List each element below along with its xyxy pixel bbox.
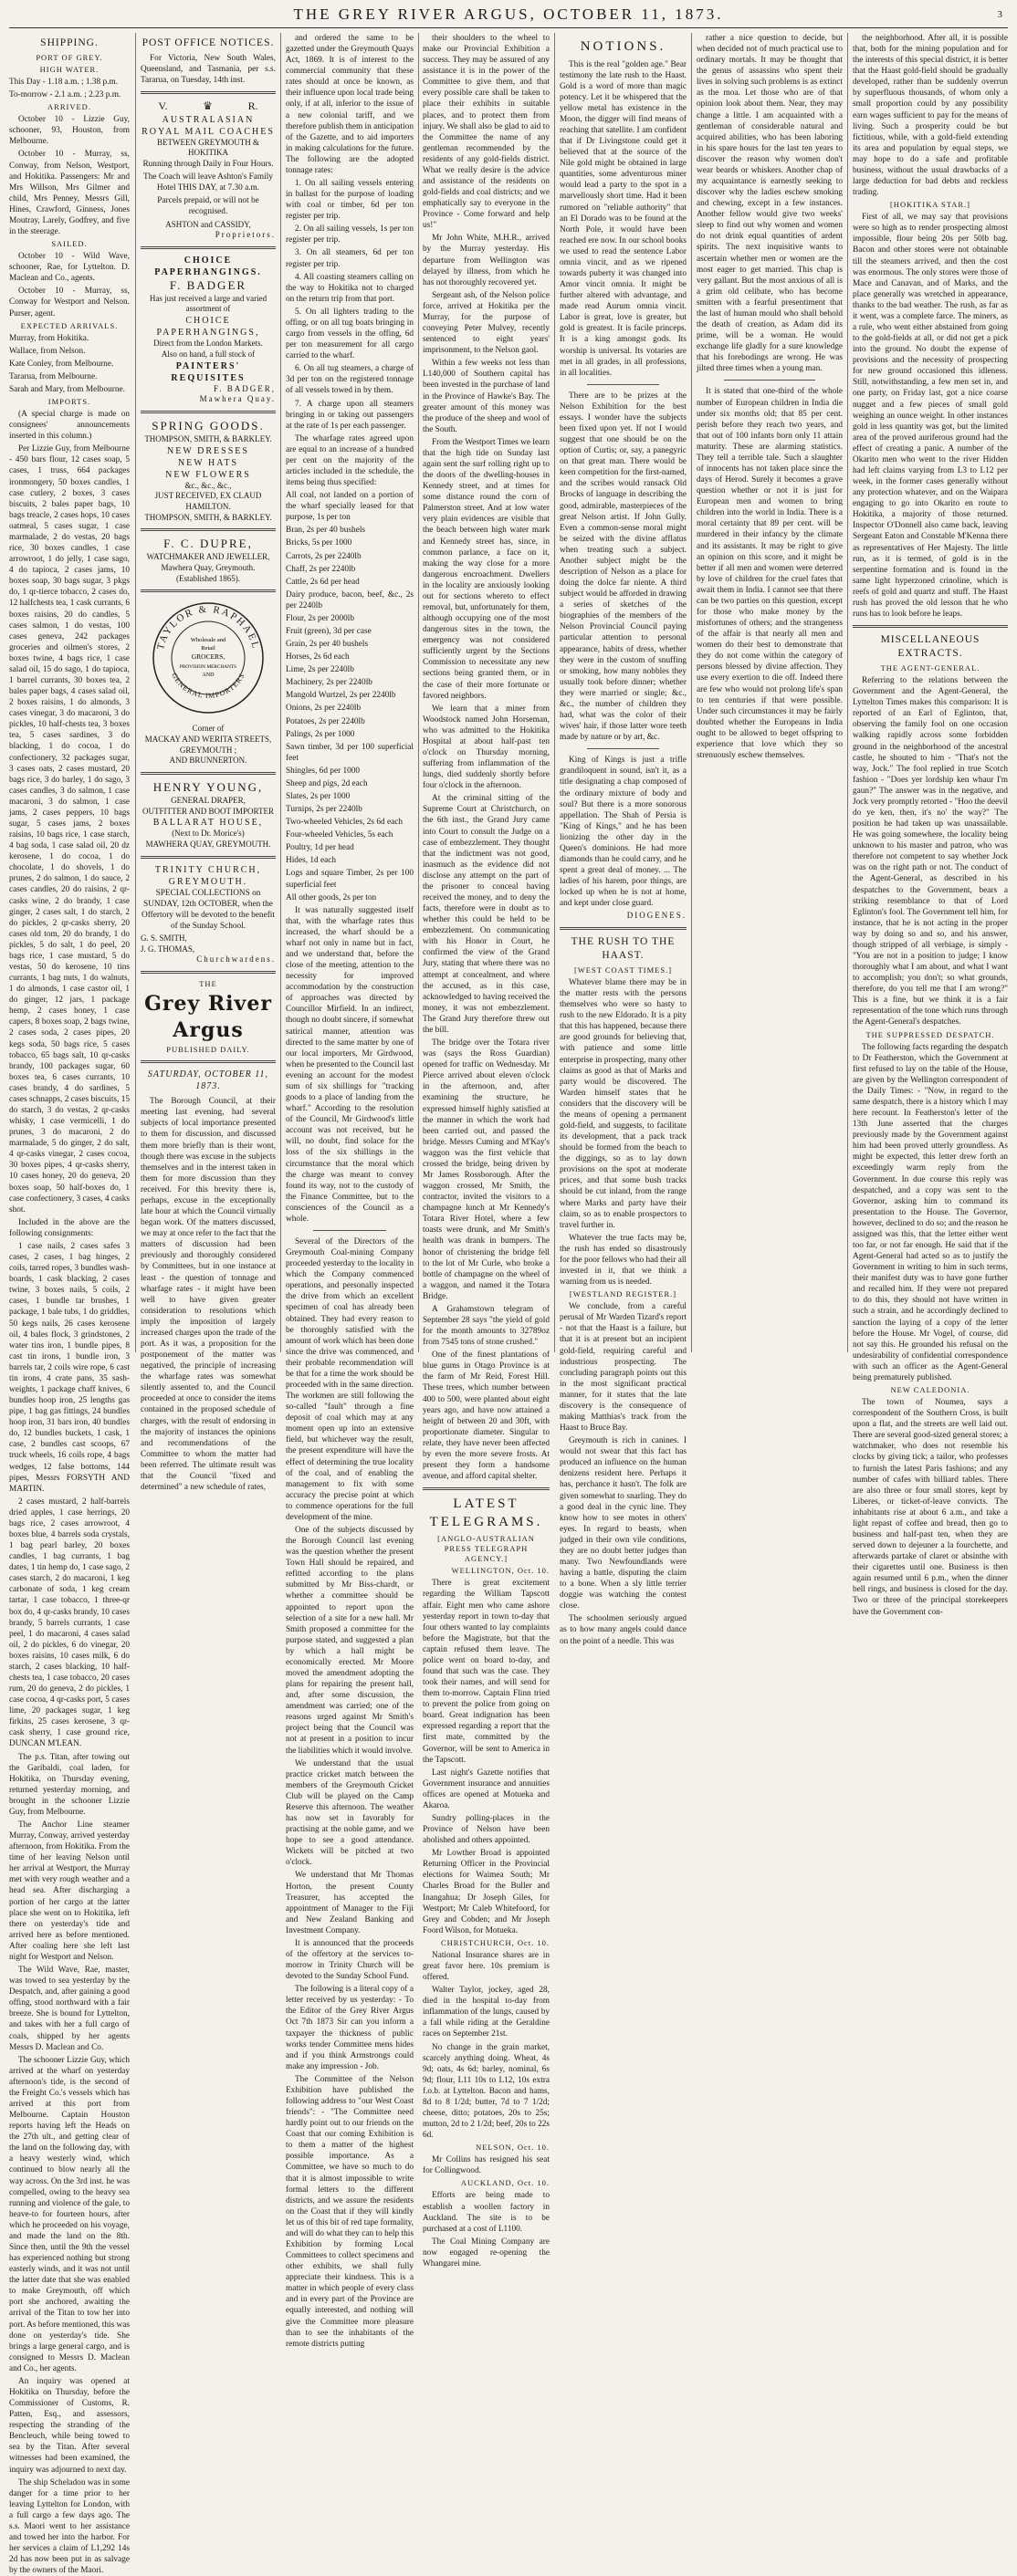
divider: [724, 380, 815, 381]
wharfage-rate: All coal, not landed on a portion of the wharf specially leased for that purpose, 1s per ton: [286, 491, 414, 523]
paper-ad-line: Also on hand, a full stock of: [161, 349, 256, 359]
haast-paragraph: We conclude, from a careful perusal of Mr Warden Tizard's report - not that the Haast is a failure, but that it is at present but an incipient gold-field, requiring careful and industrious prospecting. The concluding paragraph points out this in the most significant practical manner, for it states that the late discovery is the consequence of making Matthias's track from the Haast to Bruce Bay.: [560, 1302, 687, 1434]
imports-body: Per Lizzie Guy, from Melbourne - 450 bars flour, 12 cases soap, 5 cases, 1 truss, 664 packages ironmongery, 50 boxes candles, 1 case cutlery, 2 boxes, 3 cases biscuits, 2 bales paper bags, 10 bags treacle, 2 cases hops, 10 cases oatmeal, 5 cases sugar, 1 case marmalade, 2 do vestas, 20 bags rice, 30 boxes candles, 1 case arrowroot, 1 do jelly, 1 case sago, 4 do tapioca, 2 cases jams, 10 boxes soap, 30 bags sugar, 3 pkgs do, 1 qr-tierce tobacco, 2 cases do, 12 halfchests tea, 1 cask currants, 6 boxes raisins, 20 do candles, 5 cases salmon, 1 do vestas, 100 cases geneva, 242 packages groceries and oilmen's stores, 2 boxes twine, 4 bags rice, 1 case salad oil, 15 do sago, 1 do tapioca, 1 barrel currants, 30 boxes tea, 2 bales paper bags, 4 cases salad oil, 2 boxes raisins, 1 do almonds, 3 cases vinegar, 3 do macaroni, 3 do pickles, 10 half-chests tea, 3 boxes tea, 5 cases sardines, 3 do blacking, 1 do cocoa, 1 do confectionery, 32 packages sugar, 3 cases oats, 2 cases mustard, 20 bags rice, 3 do barley, 1 do sago, 3 cases candles, 3 do salmon, 1 case macaroni, 3 do salmon, 1 case jams, 2 cases peppers, 10 bags sugar, 5 cases jams, 2 boxes raisins, 10 bags rice, 1 case starch, 4 bag soda, 1 case salad oil, 20 dz kerosene, 1 do cocoa, 1 do chocolate, 1 do shovels, 1 do prunes, 2 do salmon, 1 do sauce, 2 cases candles, 20 do raisins, 2 qr-casks wine, 2 do brandy, 1 case ginger, 2 cases salt, 1 do starch, 2 do pickles, 2 qr-casks sherry, 20 cases old tom, 20 do brandy, 1 do pickles, 5 do salt, 1 do peel, 20 bags rice, 1 case mustard, 5 do vestas, 50 do kerosene, 10 tins currants, 1 bag nuts, 1 do walnuts, 1 do almonds, 1 case castor oil, 1 do ginger, 12 jars, 1 package hemp, 2 cases honey, 1 case capers, 8 boxes soap, 2 bags twine, 2 cases soda, 2 cases pipes, 20 kegs soda, 50 bags rice, 5 cases tobacco, 65 bags salt, 10 qr-casks brandy, 100 packages sugar, 60 boxes tea, 6 cases currants, 10 cases brandy, 4 do sardines, 5 cases schnapps, 2 cases biscuits, 15 do starch, 3 do vestas, 2 qr-casks whisky, 1 case vermicelli, 1 do prunes, 3 do macaroni, 2 do marmalade, 5 do ginger, 2 do salt, 4 qr-casks vinegar, 2 cases cocoa, 30 boxes pipes, 4 qr-casks sherry, 10 cases honey, 20 do geneva, 20 boxes soap, 50 half-boxes do, 1 case confectionery, 3 cases, 4 casks shot.: [9, 444, 130, 1215]
misc-subheading: THE AGENT-GENERAL.: [880, 662, 980, 673]
argus-published: PUBLISHED DAILY.: [166, 1045, 250, 1055]
column-rule: [418, 33, 419, 1352]
divider: [587, 384, 659, 385]
telegram-dateline: AUCKLAND, Oct. 10.: [460, 2178, 550, 2188]
dupre-ad-place: Mawhera Quay, Greymouth.: [161, 562, 256, 572]
column-advertisements: [141, 33, 276, 1492]
article-paragraph: One of the subjects discussed by the Borough Council last evening was the question whether the present Town Hall should be repaired, and refitted according to the plans submitted by Mr Biss-chardt, or whether a committee should be appointed to report upon the selection of a site for a new hall. Mr Smith proposed a committee for the purpose stated, and suggested a plan by which a hall might be economically erected. Mr Moore moved the amendment adopting the plans for repairing the present hall, and, after some discussion, the amendment was carried; one of the reasons urged against Mr Smith's project being that the Council was not at present in a position to incur the liabilities which it would involve.: [286, 1526, 414, 1756]
telegram-item: No change in the grain market, scarcely anything doing. Wheat, 4s 9d; oats, 4s 6d; barley, nominal, 6s 9d; flour, L11 10s to L12, 10s extra f.o.b. at Lyttelton. Bacon and hams, 8d to 8 1/2d; butter, 7d to 7 1/2d; cheese, ditto; potatoes, 20s to 25s; mutton, 2d to 2 1/2d; beef, 20s to 22s 6d.: [423, 2042, 550, 2141]
column-miscellaneous: [853, 33, 1008, 1617]
young-ad-name: HENRY YOUNG,: [152, 779, 264, 794]
wharfage-rate: Bran, 2s per 40 bushels: [286, 526, 366, 536]
telegram-item: Sundry polling-places in the Province of Nelson have been abolished and others appointed.: [423, 1813, 550, 1846]
haast-source: [WESTLAND REGISTER.]: [569, 1289, 677, 1299]
seal-top-text: TAYLOR & RAPHAEL: [154, 603, 262, 652]
telegrams-heading: LATEST TELEGRAMS.: [429, 1497, 543, 1529]
divider: [141, 1060, 276, 1063]
mail-ad-firm: ASHTON and CASSIDY,: [165, 219, 251, 229]
wharfage-rate: Sawn timber, 3d per 100 superficial feet: [286, 742, 414, 763]
wharfage-rate: Two-wheeled Vehicles, 2s 6d each: [286, 818, 403, 828]
divider: [423, 1487, 550, 1490]
henry-young-ad: [141, 780, 276, 850]
wharfage-rate: Flour, 2s per 2000lb: [286, 613, 355, 623]
divider: [141, 589, 276, 592]
shipping-heading: SHIPPING.: [40, 37, 99, 48]
paper-ad-line: Has just received a large and varied assortment of: [149, 293, 267, 314]
paperhangings-ad: [141, 255, 276, 405]
wharfage-rate: Fruit (green), 3d per case: [286, 626, 372, 636]
telegram-dateline: CHRISTCHURCH, Oct. 10.: [440, 1937, 550, 1947]
sailed-entry: October 10 - Wild Wave, schooner, Rae, for Lyttelton. D. Maclean and Co., agents.: [9, 252, 130, 284]
vr-letter: R.: [247, 99, 258, 113]
wharfage-rate: Machinery, 2s per 2240lb: [286, 678, 372, 688]
column-rule: [554, 33, 555, 1352]
paper-ad-line: Direct from the London Markets.: [153, 339, 263, 349]
wharfage-rate: Logs and square Timber, 2s per 100 superficial feet: [286, 869, 414, 890]
divider: [587, 748, 659, 749]
divider: [141, 91, 276, 94]
spring-ad-firm: THOMPSON, SMITH, & BARKLEY.: [144, 512, 272, 522]
spring-ad-item: NEW FLOWERS: [165, 469, 251, 480]
young-ad-trade: OUTFITTER AND BOOT IMPORTER: [142, 806, 275, 816]
wharfage-rate: Four-wheeled Vehicles, 5s each: [286, 830, 393, 840]
article-paragraph: rather a nice question to decide, but when decided not of much practical use to ordinary mortals. It may be thought that the genus of assassins who spent their lives in solving such problems is as extinct as the moa. Let those who are of that opinion look about them. Near, they may change a little. I am acquainted with a gentleman of considerable natural and acquired abilities, who has been laboring in his spare hours for the last ten years to discover the reason why women don't wear beards or whiskers. Another chap of my acquaintance is earnestly seeking to discover why the ladies eschew smoking and chewing, except in a few instances. Another fellow would give two weeks' sleep to find out why women and women do not drink equal quantities of ardent spirits. The next inquisitive wants to ascertain whether men or women are the most eager to get married. This chap is very gallant. But the most anxious of all is a grim old celibate, who has become smitten with a fearful presentiment that the last of human mould who shall behold the death of creation, as Adam did its prime, will be a woman. He would exchange life gladly for a sure knowledge that his forebodings are wrong. He was jilted three times when a young man.: [697, 34, 843, 374]
shipping-news: The Anchor Line steamer Murray, Conway, arrived yesterday afternoon, from Hokitika. From the time of her leaving Nelson until her arrival at Westport, the Murray met with very rough weather and a head sea. After discharging a portion of her cargo at the latter place she went on to Hokitika, left there on yesterday's tide and arrived here as before mentioned. After coaling here she left last night for Westport and Nelson.: [9, 1820, 130, 1962]
argus-nameplate: [141, 979, 276, 1055]
shipping-news: The schooner Lizzie Guy, which arrived at the wharf on yesterday afternoon's tide, is the second of the Freight Co.'s vessels which has arrived at this port from Melbourne. Captain Houston reports having left the Heads on the 27th ult., and getting clear of the land on the following day, with a heavy westerly wind, which continued to blow nearly all the way across. On the 3rd inst. he was compelled, owing to the heavy sea running and violence of the gale, to heave-to for fourteen hours, after which he proceeded on his voyage, and made the land on the 8th. Since then, until the 9th the vessel has experienced nothing but strong easterly winds, and it was not until the latter date that she was enabled to make Greymouth, off which port she anchored, awaiting the arrival of the Titan to tow her into port. As before mentioned, this was done on yesterday's tide. She brings a large general cargo, and is consigned to Messrs D. Maclean and Co., her agents.: [9, 2055, 130, 2373]
article-paragraph: Several of the Directors of the Greymouth Coal-mining Company proceeded yesterday to the locality in which the Company commenced operations, and personally inspected the drive from which an excellent specimen of coal has already been obtained. They had every reason to be thoroughly satisfied with the amount of work which has been done since the drive was commenced, and their probable recommendation will be that for a time the work should be proceeded with in the same direction. The workmen are still following the so-called "fault" through a fine deposit of coal which may at any moment open up into an extensive field, but whichever way the result, the present expenditure will have the effect of determining the true locality of the coal, and of enabling the management to fix with some accuracy the precise point at which to commence operations for the full development of the mine.: [286, 1236, 414, 1522]
column-rule: [847, 33, 848, 1352]
paper-ad-title: CHOICE PAPERHANGINGS.: [154, 255, 262, 277]
wharfage-rate: Onions, 2s per 2240lb: [286, 704, 362, 714]
article-paragraph: It is announced that the proceeds of the offertory at the services to-morrow in Trinity Church will be devoted to the Sunday School Fund.: [286, 1938, 414, 1982]
sailed-entry: October 10 - Murray, ss, Conway for Westport and Nelson. Purser, agent.: [9, 287, 130, 318]
argus-the: THE: [199, 978, 217, 988]
consign-intro: Included in the above are the following consignments:: [9, 1217, 130, 1238]
wharfage-rate: All other goods, 2s per ton: [286, 892, 377, 902]
tonnage-rate: 1. On all sailing vessels entering in ballast for the purpose of loading with coal or timber, 6d per ton register per trip.: [286, 179, 414, 222]
article-paragraph: First of all, we may say that provisions were so high as to render prospecting almost impossible, flour being 20s per 50lb bag. Bacon and other stores were not obtainable till the steamers arrived, and then the cost was enormous. The only stores were those of Mace and Canavan, and of Marks, and the place generally was wretched in appearance, thanks to the bad weather. The rush, as far as it went, was a complete farce. The miners, as a rule, who went either abstained from going to the gold-fields at all, or did not get a pick into the ground. No doubt the expense of provisions and the necessity of prospecting for new ground occasioned this idleness. Still, notwithstanding, a few men set in, and one party, on Friday last, got a nice coarse nugget and a few pieces of small gold weighing an ounce weight. In other instances gold in less quantity was got, but the limited area of the proved auriferous ground had the effect of creating a panic. A number of the Okarito men who went to the river Hidden had left claims varying from L3 to L12 per week, in the former cases generally without any protection whatever, and on the Waipara engaging to go into Okarito en route to Hokitika, a majority of those returned. Inspector O'Donnell also came back, leaving Sergeant Eaton and Constable M'Kenna there as representatives of Her Majesty. The little run, as it is termed, of gold is in the serpentine formation and is found in the same light hyperzoned crinoline, which is reefs of gold and quartz and stuff. The Haast rush has proved the old lesson that he who runs has to look before he leaps.: [853, 213, 1008, 620]
telegram-item: The Coal Mining Company are now engaged re-opening the Whangarei mine.: [423, 2237, 550, 2268]
divider: [141, 246, 276, 249]
divider: [560, 927, 687, 930]
tide-line: This Day - 1.18 a.m. ; 1.38 p.m.: [9, 78, 119, 88]
dupre-ad: [141, 537, 276, 584]
page-number: 3: [997, 9, 1002, 20]
vr-letter: V.: [158, 99, 168, 113]
mail-coach-ad: [141, 99, 276, 241]
telegram-item: National Insurance shares are in great favor here. 10s premium is offered.: [423, 1950, 550, 1983]
seal-inner-text: AND: [202, 673, 215, 679]
port-heading: PORT OF GREY.: [36, 52, 103, 62]
wharfage-rate: Horses, 2s 6d each: [286, 652, 350, 662]
telegram-item: There is great excitement regarding the William Tapscott affair. Eight men who came ashore yesterday report in town to-day that four others wanted to lay complaints before the Magistrate, but that the captain refused them leave. The police went on board to-day, and found that such was the case. They took their names, and will send for them to-morrow. Captain Flinn tried to prevent the police from going on board. Great indignation has been expressed regarding a report that the first mate, committed by the Governor, will be sent to America in the Tapscott.: [423, 1579, 550, 1765]
consignment: 1 case nails, 2 cases safes 3 cases, 2 cases, 1 bag hinges, 2 coils, tarred ropes, 3 bundles wash-boards, 1 cask blacking, 2 cases twine, 3 boxes nails, 5 coils, 2 cases, 1 bundle tar brushes, 1 package, 1 bale tubs, 1 do griddles, 50 kegs nails, 26 cases kerosene oil, 4 bales flock, 3 grindstones, 2 water tins iron, 1 bundle pipes, 8 cast tin irons, 1 bundle iron, 3 barrels tar, 2 coils wire rope, 6 cast tin irons, 4 crate pans, 35 sash-weights, 1 package chaff knives, 6 bundles hoop iron, 25 lengths gas pipe, 1 bag gas fittings, 24 bundles hoop iron, 31 bars iron, 40 bundles do, 12 bundles buckets, 1 cask, 1 case, 2 bundles cast scoops, 67 truck wheels, 16 coils rope, 4 bags wedges, 12 false bottoms, 144 pipes, Messrs FORSYTH AND MARTIN.: [9, 1241, 130, 1494]
arrived-heading: ARRIVED.: [47, 102, 91, 112]
spring-ad-received: JUST RECEIVED, EX CLAUD HAMILTON.: [154, 491, 262, 511]
telegram-item: Mr Collins has resigned his seat for Collingwood.: [423, 2155, 550, 2176]
dupre-ad-name: F. C. DUPRE,: [163, 537, 253, 551]
telegram-item: Last night's Gazette notifies that Government insurance and annuities offices are opened at Motueka and Akaroa.: [423, 1768, 550, 1810]
column-rule: [691, 33, 692, 1352]
divider: [141, 856, 276, 859]
shipping-news: The Wild Wave, Rae, master, was towed to sea yesterday by the Despatch, and, after gaining a good offing, stood northward with a fair breeze. She is bound for Lyttelton, and takes with her a full cargo of coals, shipped by her agents Messrs D. Maclean and Co.: [9, 1966, 130, 2052]
tonnage-rate: 2. On all sailing vessels, 1s per ton register per trip.: [286, 224, 414, 245]
article-paragraph: The town of Noumea, says a correspondent of the Southern Cross, is built upon a flat, and the streets are well laid out. There are several good-sized general stores; a watchmaker, who does not resemble his clocks by giving tick; a tailor, who professes to furnish the latest Paris fashions; and any number of cafes with billiard tables. There are also three or four small stores, kept by Liberes, or ticket-of-leave convicts. The inhabitants rise at about 6 a.m., and take a light repast of coffee and bread, then go to business and half-past ten, when they are served down to dejeuner a la fourchette, and afterwards partake of claret or absinthe with their cigarettes until one. Business is then again resumed until 6 p.m., when the dinner bell rings, and business is closed for the day. Two or three of the principal storekeepers have the Government con-: [853, 1398, 1008, 1617]
church-ad-title: TRINITY CHURCH, GREYMOUTH.: [154, 864, 262, 887]
telegram-item: Mr Lowther Broad is appointed Returning Officer in the Provincial elections for Waimea South; Mr Charles Broad for the Buller and Inangahua; Dr Joseph Giles, for Westport; Mr Caleb Whitefoord, for Grey and Cobden; and Mr Joseph Foord Wilson, for Motueka.: [423, 1849, 550, 1935]
column-rule: [280, 33, 281, 1352]
dupre-ad-est: (Established 1865).: [176, 573, 240, 583]
telegram-item: Efforts are being made to establish a woollen factory in Auckland. The site is to be purchased at a cost of L1100.: [423, 2191, 550, 2234]
wharfage-rate: Carrots, 2s per 2240lb: [286, 551, 362, 561]
haast-paragraph: Whatever the true facts may be, the rush has ended so disastrously for the poor fellows who had their all invested in it, that we think a warning from us is needed.: [560, 1233, 687, 1288]
notions-signature: DIOGENES.: [626, 911, 687, 921]
divider: [853, 625, 1008, 628]
notions-paragraph: King of Kings is just a trifle grandiloquent in sound, isn't it, as a title designating a chap composed of the ordinary mixture of body and soul? But there is a more sonorous appellation. The Shah of Persia is "King of Kings," and he has been lionizing the other day in the Queen's dominions. He had more diamonds than he could carry, and he spent a great deal of money. ... The ladies of his harem, poor things, are locked up when he is not at home, and kept under close guard.: [560, 756, 687, 909]
seal-inner-text: Wholesale and: [190, 637, 226, 644]
mail-ad-route: BETWEEN GREYMOUTH & HOKITIKA: [157, 137, 259, 158]
shipping-news: An inquiry was opened at Hokitika on Thursday, before the Commissioner of Customs, R. Patten, Esq., and assessors, respecting the stranding of the Bencleuch, while being towed to sea by the Titan. After several witnesses had been examined, the inquiry was adjourned to next day.: [9, 2376, 130, 2475]
column-news: [423, 33, 550, 2268]
church-ad-role: Churchwardens.: [196, 954, 276, 965]
mail-ad-line: Parcels prepaid, or will not be recognised.: [157, 196, 259, 217]
grocers-seal: [150, 600, 267, 716]
shipping-news: The ship Scheladon was in some danger for a time prior to her leaving Lyttelton for London, with a full cargo a few days ago. The s.s. Maori went to her assistance and towed her into the harbor. For her services a claim of L1,292 14s 2d has now been put in as salvage by the owners of the Maori.: [9, 2477, 130, 2576]
divider: [141, 411, 276, 413]
seal-ad-and: AND BRUNNERTON.: [169, 756, 247, 766]
expected-entry: Wallace, from Nelson.: [9, 346, 86, 356]
notions-paragraph: There are to be prizes at the Nelson Exhibition for the best essays. I wonder have the subjects been fixed upon yet. If not I would suggest that one should be on the option of Curtis; or, say, a panegyric on that great man. There would be keen competition for the first-named, and the scribes would ransack Old Brocks of language in describing the good, admirable, masterpieces of the great Nelson artist. If John Gully. Even a common-sense moral might be seized with the divine afflatus when treating such a subject. Another subject might be the description of Nelson as a place for doing the dolce far niente. A third subject would be afforded in drawing a series of sketches of the biographies of the members of the Nelson Provincial Council paying particular attention to personal appearance, habits of dress, whether they were in the custom of snuffing or smoking, how many nobbles they usually took before dinner; whether they were married or single; &c., &c., the number of children they had, what was the color of their wives' hair, if those latter wore teeth made by nature or by art, &c.: [560, 391, 687, 743]
arrival-entry: October 10 - Lizzie Guy, schooner, 93, Houston, from Melbourne.: [9, 115, 130, 147]
misc-subheading: THE SUPPRESSED DESPATCH.: [865, 1029, 995, 1039]
column-shipping: [9, 33, 130, 2576]
wharfage-rate: Palings, 2s per 1000: [286, 729, 355, 739]
expected-heading: EXPECTED ARRIVALS.: [20, 320, 119, 330]
post-office-notice: For Victoria, New South Wales, Queensland, and Tasmania, per s.s. Tararua, on Tuesday, 14th inst.: [141, 53, 276, 86]
article-paragraph: We learn that a miner from Woodstock named John Horseman, who was admitted to the Hokitika Hospital at about half-past ten o'clock on Thursday morning, suffering from inflammation of the lungs, died suddenly shortly before four o'clock in the afternoon.: [423, 704, 550, 791]
article-paragraph: The following facts regarding the despatch to Dr Featherston, which the Government at first refused to lay on the table of the House, are given by the Wellington correspondent of the Daily Times: - "Now, in regard to the same despatch, there is a history which I may here recount. In Featherston's letter of the 13th June asserted that the charges previously made by the Government against him had been proved utterly groundless. As might be expected, this letter drew forth an exceedingly warm reply from the Government. In due course this reply was despatched, and a copy was sent to the Governor, asking him to command its presentation to the House. The Governor, however, declined to do so; and the reason he assigned was this, that the letter either went too far, or not far enough. He said that if the Agent-General had acted so as to justify the Government in writing to him in such terms, their manifest duty was to have gone further and recalled him. If they were not prepared to do this, they should not have written in such a strain, and he accordingly declined to sanction the laying of a copy of the letter before the House. Mr Vogel, of course, did not say this. He grounded his refusal on the undesirability of confidential correspondence with such an officer as the Agent-General being prematurely published.: [853, 1042, 1008, 1382]
mail-ad-title: AUSTRALASIAN ROYAL MAIL COACHES: [142, 114, 275, 137]
article-paragraph: The Committee of the Nelson Exhibition have published the following address to "our West Coast friends": - "The Committee need hardly point out to our friends on the Coast that our coming Exhibition is to them a matter of the highest possible importance. As a Committee, we have so much to do that it is almost impossible to write formal letters to the different districts, and we assure the residents on the Coast that if they will kindly let us of this bit of red tape formality, and will do what they can to help this Exhibition by forming Local Committees to collect specimens and other exhibits, we shall fully appreciate their kindness. This is a matter in which people of every class and in every part of the Province are equally interested, and nothing will give the Committee more pleasure than to see the inhabitants of the remote districts putting: [286, 2074, 414, 2349]
paper-ad-name: F. BADGER: [169, 277, 247, 292]
wharfage-rate: Lime, 2s per 2240lb: [286, 665, 354, 675]
seal-ad-corner: Corner of: [192, 724, 225, 734]
wharfage-rate: Shingles, 6d per 1000: [286, 766, 361, 776]
newspaper-title: THE GREY RIVER ARGUS, OCTOBER 11, 1873.: [293, 5, 724, 23]
article-paragraph: At the criminal sitting of the Supreme Court at Christchurch, on the 6th inst., the Grand Jury came into Court to consult the Judge on a case of embezzlement. They thought that the indictment was not good, inasmuch as the evidence did not disclose any attempt on the part of the prisoner to conceal having received the money, and to deny the facts, therefore were in doubt as to whether this could be held to be embezzlement. On communicating with his Honor in Court, he confirmed the view of the Grand Jury, stating that where there was no attempt at concealment, and where the accused, as in this case, acknowledged to having received the money, it was not embezzlement. The Grand Jury therefore threw out the bill.: [423, 794, 550, 1035]
tonnage-rate: 7. A charge upon all steamers bringing in or taking out passengers at the rate of 1s per each passenger.: [286, 399, 414, 431]
paper-ad-sig: F. BADGER,: [213, 383, 276, 393]
issue-date: SATURDAY, OCTOBER 11, 1873.: [147, 1069, 269, 1092]
article-paragraph: It was naturally suggested itself that, with the wharfage rates thus increased, the wharf should be a wharf not only in name but in fact, and we understand that, before the close of the meeting, attention to the necessity for improved accommodation by the construction of approaches was directed by Councillor Mirfield. In an indirect, though no doubt sincere, if somewhat satirical manner, attention was directed to the same matter by one of our local importers, Mr Girdwood, when he presented to the Council last evening an account for the modest sum of six shillings for "tracking goods to a place of landing from the wharf." According to the resolution of the Council, Mr Girdwood's little account was not received, but he will, no doubt, find solace for the loss of the six shillings in the circumstance that the moral which the charge was meant to convey found its way, not to the custody of the Finance Committee, but to the consciences of the Council as a whole.: [286, 905, 414, 1224]
spring-ad-item: NEW HATS: [177, 457, 239, 468]
imports-note: (A special charge is made on consignees' announcements inserted in this column.): [9, 410, 130, 442]
wharfage-rate: Potatoes, 2s per 2240lb: [286, 716, 365, 726]
sailed-heading: SAILED.: [51, 239, 88, 249]
divider: [141, 971, 276, 974]
article-paragraph: A Grahamstown telegram of September 28 says "the yield of gold for the month amounts to 32789oz from 7545 tons of stone crushed.": [423, 1304, 550, 1348]
misc-subheading: NEW CALEDONIA.: [890, 1385, 970, 1394]
seal-ad-town: GREYMOUTH ;: [179, 745, 237, 755]
spring-ad-item: NEW DRESSES: [167, 445, 249, 456]
column-rule: [135, 33, 136, 1352]
article-paragraph: One of the finest plantations of blue gums in Otago Province is at the farm of Mr Reid, Forest Hill. These trees, which number between 400 to 500, were planted about eight years ago, and have now attained a height of between 20 and 30ft, with proportionate diameter. Singular to relate, they have never been affected by even the more severe frosts. At present they form a handsome avenue, and afford capital shelter.: [423, 1351, 550, 1482]
paper-ad-line: CHOICE PAPERHANGINGS,: [156, 316, 260, 339]
haast-paragraph: The schoolmen seriously argued as to how many angels could dance on the point of a needle. This was: [560, 1614, 687, 1646]
tonnage-rate: 4. All coasting steamers calling on the way to Hokitika not to charged on the return trip from that port.: [286, 272, 414, 304]
divider: [141, 528, 276, 531]
church-ad-sig: G. S. SMITH,: [141, 933, 187, 943]
paper-ad-place: Mawhera Quay.: [199, 394, 276, 404]
article-paragraph: Sergeant ash, of the Nelson police force, arrived at Hokitika per the Murray, for the purpose of conveying Peter Mulvey, recently sentenced to eight years' imprisonment, to the Nelson gaol.: [423, 290, 550, 356]
tonnage-rate: 6. On all tug steamers, a charge of 3d per ton on the registered tonnage of all vessels towed in by them.: [286, 364, 414, 396]
article-paragraph: The wharfage rates agreed upon are equal to an increase of a hundred per cent on the majority of the articles included in the schedule, the items being thus specified:: [286, 433, 414, 488]
mail-ad-line: The Coach will leave Ashton's Family Hotel THIS DAY, at 7.30 a.m.: [143, 172, 273, 193]
column-editorial: [286, 33, 414, 2349]
young-ad-trade: GENERAL DRAPER,: [171, 795, 246, 805]
seal-bottom-text: GENERAL IMPORTERS: [170, 672, 246, 701]
wharfage-rate: Slates, 2s per 1000: [286, 792, 351, 801]
high-water-heading: HIGH WATER.: [39, 64, 100, 74]
misc-heading: MISCELLANEOUS EXTRACTS.: [880, 634, 980, 660]
wharfage-rate: Turnips, 2s per 2240lb: [286, 805, 362, 815]
imports-heading: IMPORTS.: [47, 397, 91, 407]
consignment: 2 cases mustard, 2 half-barrels dried apples, 1 case herrings, 20 bags rice, 2 cases arrowroot, 4 boxes blue, 4 barrels soda crystals, 1 bag pearl barley, 20 boxes candles, 1 bag currants, 1 bag dates, 1 tin hemp do, 1 case sago, 2 cases starch, 2 do macaroni, 1 keg carbonate of soda, 1 keg cream tartar, 1 case tobacco, 1 three-qr box do, 4 qr-casks brandy, 10 cases brandy, 5 barrels currants, 1 case peel, 1 do macaroni, 4 cases salad oil, 2 do pickles, 6 do vinegar, 20 boxes raisins, 10 cases milk, 6 do starch, 2 cases blacking, 10 half-chests tea, 1 case tobacco, 20 cases rum, 20 do geneva, 2 do pickles, 1 case cocoa, 4 qr-casks port, 5 cases lime, 20 packages sugar, 1 keg firkins, 25 cases kerosene, 3 qr-cask sherry, 1 case ground rice, DUNCAN M'LEAN.: [9, 1497, 130, 1749]
masthead: [9, 4, 1008, 28]
editorial-body: The Borough Council, at their meeting last evening, had several subjects of local importance presented to them for discussion, and discussed them more briefly than is their wont, though there was excuse in the subjects themselves and in the interest taken in them for more discussion than they received. For this brevity there is, perhaps, excuse in the exceptionally late hour at which the Council virtually began work. Of the matters discussed, we may at once refer to the fact that the matters of discussion had been previously and thoroughly considered by Committees, but in one instance at least - the question of tonnage and wharfage rates - it might have been well to have given greater consideration to resolutions which imply the imposition of largely increased charges upon the trade of the port. As it was, a proposition for the postponement of the matter was negatived, the principle of increasing the wharfage rates was somewhat silently assented to, and the Council proceeded at once to consider the items contained in the proposed schedule of charges, with the result of endorsing in the majority of instances the opinions and recommendations of the Committee to whom the matter had been referred. The ultimate result was that the Council "fixed and determined" a new schedule of rates,: [141, 1097, 276, 1492]
expected-entry: Kate Conley, from Melbourne.: [9, 359, 114, 369]
divider: [313, 1230, 386, 1231]
article-paragraph: From the Westport Times we learn that the high tide on Sunday last again sent the surf rolling right up to the doors of the dwelling-houses in Kennedy street, and at times for some distance round the corn of Palmerston street. And at low water very plain evidences are visible that the beach between high water mark and Kennedy street has, since, in common parlance, a face on it, making the way close for a more dangerous encroachment. Dwellers in the locality are anxiously looking out for sections whereto to effect removal, but, unfortunately for them, although occupying one of the most dangerous sites in the town, the emergency was not considered sufficiently urgent by the Sections Commission to necessitate any new sections being granted them, or in the case of their more fortunate or favored neighbors.: [423, 437, 550, 701]
church-ad-sig: J. G. THOMAS,: [141, 944, 195, 954]
dupre-ad-trade: WATCHMAKER AND JEWELLER,: [146, 552, 270, 562]
seal-inner-text: Retail: [201, 645, 215, 652]
article-paragraph: Within a few weeks not less than L140,000 of Southern capital has been invested in the purchase of land in the Province of Hawke's Bay. The greater amount of this money was the produce of the sheep and wool of the South.: [423, 359, 550, 434]
column-notions-continued: [697, 33, 843, 1352]
article-paragraph: and ordered the same to be gazetted under the Greymouth Quays Act, 1869. It is of interest to the commercial community that these rates should at once be known, as their influence upon local trade being only, if at all, inferior to the issue of a new colonial tariff, and we therefore publish them in anticipation of the Gazette, and to aid importers in making calculations for the future. The following are the adopted tonnage rates:: [286, 34, 414, 175]
wharfage-rate: Sheep and pigs, 2d each: [286, 778, 368, 788]
telegram-dateline: WELLINGTON, Oct. 10.: [451, 1566, 550, 1576]
telegrams-agency: [ANGLO-AUSTRALIAN PRESS TELEGRAPH AGENCY.]: [437, 1534, 535, 1564]
divider: [141, 772, 276, 775]
notions-heading: NOTIONS.: [580, 39, 666, 54]
wharfage-rate: Chaff, 2s per 2240lb: [286, 564, 356, 574]
taylor-raphael-ad: [141, 600, 276, 767]
spring-ad-title: SPRING GOODS.: [152, 418, 265, 433]
spring-ad-firm: THOMPSON, SMITH, & BARKLEY.: [144, 433, 272, 443]
young-ad-house: BALLARAT HOUSE,: [152, 818, 264, 829]
haast-paragraph: Whatever blame there may be in the matter rests with the persons themselves who were so hasty to rush to the new Eldorado. It is a pity that this has happened, because there are good grounds for believing that, with patience and some little enterprise in prospecting, many other claims as good as that of Marks and party would be discovered. The Warden himself states that he considers that the discovery will be the means of opening a permanent gold-field, and suggests, to facilitate its development, that a pack track should be formed from the beach to the diggings, so as to lay down provisions on the spot at moderate prices, and that some bush tracks should be cut inland, from the range where Marks and party have their claim, so as to enable prospectors to travel further in.: [560, 977, 687, 1230]
haast-paragraph: Greymouth is rich in canines. I would not swear that this fact has produced an influence on the human denizens resident here. Perhaps it has, perchance it hasn't. The folk are given somewhat to snarling. They do a good deal in the cynic line. They know how to see motes in others' eyes. In regard to beasts, when judged in their own vile conditions, they are no doubt better judges than many. Two Newfoundlands were having a battle, disputing the claim to a bone. When a sly little terrier doggie was watching the contest close.: [560, 1436, 687, 1611]
arrival-entry: October 10 - Murray, ss, Conway, from Nelson, Westport, and Hokitika. Passengers: Mr and Mrs Willson, Mrs Gilmer and child, Mrs Penney, Messrs Gill, Hines, Crawford, Ginness, Jones Moutray, Larely, Godfrey, and five in the steerage.: [9, 150, 130, 237]
young-ad-place: MAWHERA QUAY, GREYMOUTH.: [145, 839, 271, 849]
spring-goods-ad: [141, 419, 276, 523]
seal-inner-text: PROVISION MERCHANTS: [179, 664, 237, 671]
article-paragraph: the neighborhood. After all, it is possible that, both for the mining population and for the interests of this special district, it is better that the Haast gold-field should be gradually developed, rather than be suddenly overrun by superfluous thousands, of whom only a small proportion could by any possibility earn wages sufficient to pay for the means of living. Such a prosperity could be but fictitious, while, with a gold-field extending its area and population by equal steps, we may hope to do a safe and profitable business, without the usual drawbacks of a large deduction for bad debts and reckless trading.: [853, 34, 1008, 198]
paper-ad-line: PAINTERS' REQUISITES: [171, 360, 246, 383]
wharfage-rate: Mangold Wurtzel, 2s per 2240lb: [286, 691, 396, 701]
mail-ad-line: Running through Daily in Four Hours.: [142, 160, 274, 170]
expected-entry: Tararua, from Melbourne.: [9, 371, 98, 381]
trinity-church-ad: [141, 864, 276, 965]
post-office-heading: POST OFFICE NOTICES.: [142, 37, 275, 48]
article-paragraph: Referring to the relations between the Government and the Agent-General, the Lyttelton Times makes this comparison: It is reported of an Earl of Eglinton, that, observing the family fool on one occasion walking rapidly across some forbidden ground in the neighborhood of the ancestral castle, he shouted to him - "That's not the way, Jock." The fool replied in true Scotch fashion - "Does yer lordship ken whaur I'm gaun?" The answer was in the negative, and Jock very promptly retorted - "Hoo the deevil do ye ken, then, it's no' the way?" The position he had taken up was unassailable. He was going somewhere, the locality being unknown to his master and patron, who was therefore not competent to say whether Jock was on the right path or not. The conduct of the Agent-General, as described in his despatches to the Government, bears a striking resemblance to that of Lord Eglinton's fool. The Government tell him, for instance, that he is not acting in the proper way by doing so and so, and his answer, though stripped of all verbiage, is simply - "You are not in a position to judge; I know thoroughly what I am about, and what I want to accomplish; you don't; so what grounds, therefore, do you tell me that I am wrong?" This is a fine, but we think it is a fair representation of the tone which runs through the Agent-General's despatches.: [853, 676, 1008, 1027]
article-paragraph: The bridge over the Totara river was (says the Ross Guardian) opened for traffic on Wednesday. Mr Pierce arrived about eleven o'clock in the afternoon, and, after examining the structure, he expressed himself highly satisfied at the manner in which the work had been carried out, and passed the bridge. Messrs Cuming and M'Kay's waggon was the first vehicle that crossed the bridge, being driven by Mr James Rossborough. After the waggon crossed, Mr Smith, the contractor, invited the visitors to a champagne lunch at Mr Kennedy's Totara River Hotel, where a few toasts were drunk, and Mr Smith's health was drank in bumpers. The honor of christening the bridge fell to the lot of Mr Curle, who broke a bottle of champagne on the wheel of a waggon, and named it the Totara Bridge.: [423, 1038, 550, 1301]
tonnage-rate: 3. On all steamers, 6d per ton register per trip.: [286, 248, 414, 269]
wharfage-rate: Poultry, 1d per head: [286, 843, 354, 853]
mail-ad-role: Proprietors.: [215, 230, 276, 240]
shipping-news: The p.s. Titan, after towing out the Garibaldi, coal laden, for Hokitika, on Thursday evening, returned yesterday morning, and brought in the schooner Lizzie Guy, from Melbourne.: [9, 1752, 130, 1817]
expected-entry: Sarah and Mary, from Melbourne.: [9, 384, 125, 394]
church-ad-body: SPECIAL COLLECTIONS on SUNDAY, 12th OCTOBER, when the Offertory will be devoted to the benefit of the Sunday School.: [142, 888, 275, 931]
article-paragraph: The following is a literal copy of a letter received by us yesterday: - To the Editor of the Grey River Argus Oct 7th 1873 Sir can you inform a taxpayer the thickness of public works tender Committee mens hides and if you think Armstrongs could make any impression - Job.: [286, 1985, 414, 2071]
tide-line: To-morrow - 2.1 a.m. ; 2.23 p.m.: [9, 90, 121, 100]
wharfage-rate: Hides, 1d each: [286, 856, 336, 866]
telegram-item: Walter Taylor, jockey, aged 28, died in the hospital to-day from inflammation of the lungs, caused by a fall while riding at the Geraldine races on September 21st.: [423, 1986, 550, 2039]
telegram-dateline: NELSON, Oct. 10.: [476, 2143, 550, 2153]
column-notions: [560, 33, 687, 1646]
wharfage-rate: Bricks, 5s per 1000: [286, 538, 352, 548]
source-label: [HOKITIKA STAR.]: [889, 200, 971, 210]
seal-ad-streets: MACKAY AND WERITA STREETS,: [144, 734, 272, 744]
tonnage-rate: 5. On all lighters trading to the offing, or on all tug boats bringing in cargo from vessels in the offing, 6d per ton measurement for all cargo carried to the wharf.: [286, 307, 414, 361]
notions-paragraph: This is the real "golden age." Bear testimony the late rush to the Haast. Gold is a word of more than magic potency. Let it be whispered that the yellow metal has existence in the Moon, the digger will find means of reaching that satellite. I am confident that if Dr Livingstone could get it believed that at the source of the Nile gold might be obtained in large quantities, some adventurous miner would lead a party to the spot in a marvellously short time. Had it been rumored on "reliable authority" that an El Dorado was to be found at the North Pole, it would have been reached ere now. In our school books we used to read the sentence Labor omnia vincit, and as we ripened towards puberty it was changed into Amor vincit omnia. It might be further altered with advantage, and made read Aurum omnia vincit. Labor is great, love is greater, but gold is greatest. It is facile princeps. It is a king amongst gods. Its worship is universal. Its votaries are met in all grades, in all professions, in all localities.: [560, 59, 687, 378]
crown-icon: ♛: [203, 99, 213, 113]
spring-ad-item: &c., &c., &c.,: [184, 480, 232, 490]
young-ad-next: (Next to Dr. Morice's): [172, 829, 245, 839]
article-paragraph: their shoulders to the wheel to make our Provincial Exhibition a success. They may be assured of any assistance it is in the power of the Committee to give them, and that every possible care shall be taken to place their exhibits in suitable places, and to protect them from injury. We shall also be glad to aid to the Committee the name of any gentleman recommended by the residents of any gold-fields district. What we really desire is the advice and assistance of the residents on gold-fields and coal districts; and we emphatically say to everyone in the Province - Come forward and help us!": [423, 34, 550, 231]
wharfage-rate: Grain, 2s per 40 bushels: [286, 640, 369, 650]
article-paragraph: We understand that Mr Thomas Horton, the present County Treasurer, has accepted the appointment of Manager to the Fiji and New Zealand Banking and Investment Company.: [286, 1871, 414, 1935]
wharfage-rate: Cattle, 2s 6d per head: [286, 577, 360, 587]
haast-heading: THE RUSH TO THE HAAST.: [571, 936, 676, 961]
article-paragraph: It is stated that one-third of the whole number of European children in India die under six months old; that 85 per cent. perish before they reach two years, and that out of 100 infants born only 11 attain maturity. These are alarming statistics. They tell a terrible tale. Such a slaughter of innocents has not taken place since the days of Herod. Surely it becomes a grave question whether or not it is just for European men and women to bring children into the world in India. There is a moral certainty that 89 per cent. will be murdered in their infancy by the climate and its assistants. It may be right to give an opinion on this score, and it might be better if all men and women were deterred by love of children for the cruel fates that await them in India. I cannot see that there can be two parties on this question, except for those who make money by the misfortunes of others; and the strangeness of the affair is that nearly all men and women do their best to demonstrate that they do not come within the category of persons blessed by divine affection. They use every exertion to die off. Indeed there are few who would not prolong life's span to ten centuries if that were possible. Under such circumstances it may be fairly doubted whether the Europeans in India ought to be allowed to beget offspring to experience that love which they so strenuously eschew themselves.: [697, 387, 843, 760]
argus-name: Grey River Argus: [144, 992, 272, 1042]
expected-entry: Murray, from Hokitika.: [9, 333, 89, 343]
article-paragraph: We understand that the usual practice cricket match between the members of the Greymouth Cricket Club will be played on the Camp Reserve this afternoon. The weather has now set in favorably for practising at the noble game, and we hope to see a good attendance. Wickets will be pitched at two o'clock.: [286, 1758, 414, 1868]
article-paragraph: Mr John White, M.H.R., arrived by the Murray yesterday. His departure from Wellington was delayed by illness, from which he has not thoroughly recovered yet.: [423, 234, 550, 287]
haast-source: [WEST COAST TIMES.]: [573, 965, 673, 975]
seal-inner-text: GROCERS,: [191, 652, 225, 662]
wharfage-rate: Dairy produce, bacon, beef, &c., 2s per 2240lb: [286, 589, 414, 610]
